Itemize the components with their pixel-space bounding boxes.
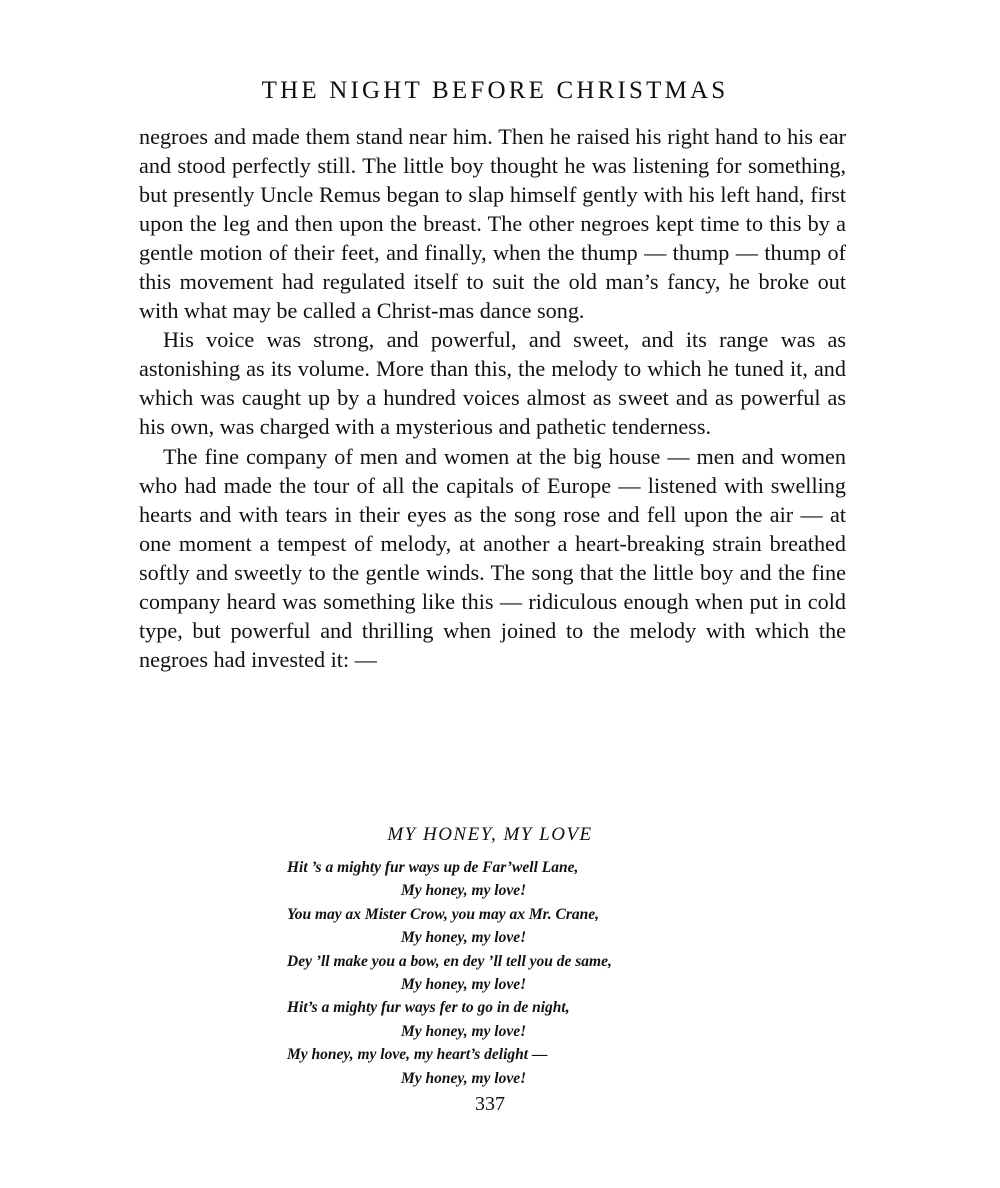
paragraph: His voice was strong, and powerful, and sweet, and its range was as astonishing as its volume. More than this, the melody to which he tuned it, and which was caught up by a hundred voices almost as sweet and as powerful as his own, was charged with a mysterious and pathetic tenderness. [139, 327, 846, 440]
running-head: THE NIGHT BEFORE CHRISTMAS [261, 77, 729, 104]
body-text [139, 122, 846, 674]
paragraph: The fine company of men and women at the big house — men and women who had made the tour of all the capitals of Europe — listened with swelling hearts and with tears in their eyes as the song rose and fell upon the air — at one moment a tempest of melody, at another a heart-breaking strain breathed softly and sweetly to the gentle winds. The song that the little boy and the fine company heard was something like this — ridiculous enough when put in cold type, but powerful and thrilling when joined to the melody with which the negroes had invested it: — [139, 443, 846, 672]
refrain-line: My honey, my love! [401, 882, 527, 900]
refrain-line: My honey, my love! [401, 1069, 527, 1087]
verse-line: Dey ’ll make you a bow, en dey ’ll tell you de same, [287, 952, 612, 970]
paragraph: negroes and made them stand near him. Then he raised his right hand to his ear and stood perfectly still. The little boy thought he was listening for something, but presently Uncle Remus began to slap himself gently with his left hand, first upon the leg and then upon the breast. The other negroes kept time to this by a gentle motion of their feet, and finally, when the thump — thump — thump of this movement had regulated itself to suit the old man’s fancy, he broke out with what may be called a Christ-mas dance song. [139, 124, 846, 324]
song-title: MY HONEY, MY LOVE [387, 824, 593, 845]
page-number: 337 [475, 1093, 505, 1115]
refrain-line: My honey, my love! [401, 929, 527, 947]
verse-line: You may ax Mister Crow, you may ax Mr. Crane, [287, 905, 600, 923]
verse-line: My honey, my love, my heart’s delight — [287, 1046, 548, 1064]
refrain-line: My honey, my love! [401, 976, 527, 994]
verse-line: Hit’s a mighty fur ways fer to go in de night, [287, 999, 570, 1017]
song-verse [287, 856, 727, 1090]
refrain-line: My honey, my love! [401, 1022, 527, 1040]
verse-line: Hit ’s a mighty fur ways up de Far’well Lane, [287, 859, 579, 876]
